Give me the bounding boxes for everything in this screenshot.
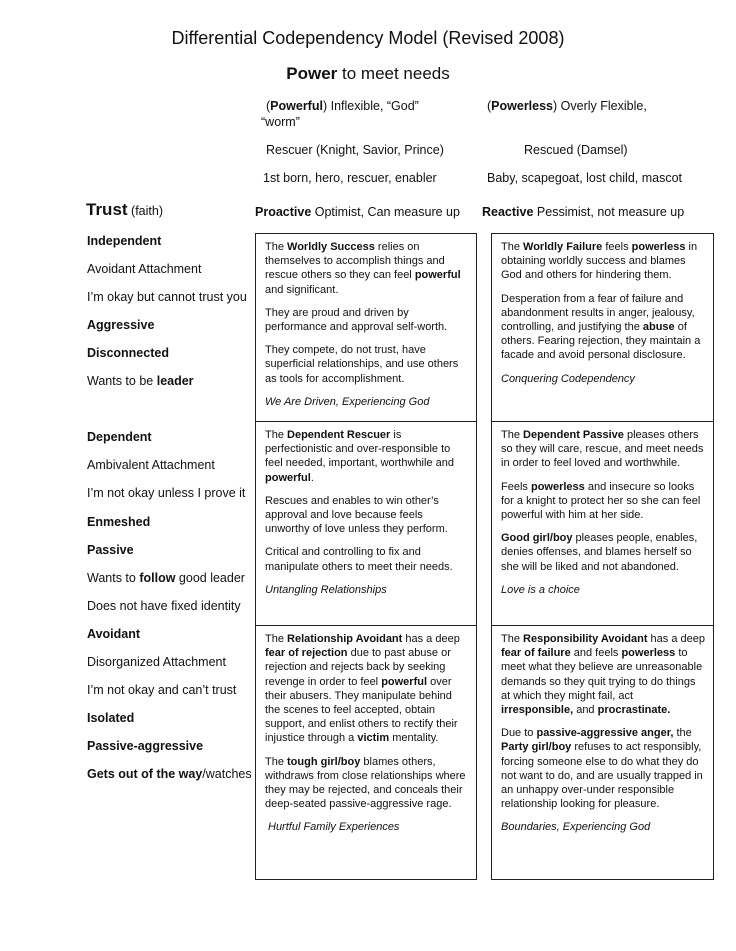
- text: feels: [602, 241, 632, 253]
- book-reference: Hurtful Family Experiences: [268, 821, 400, 834]
- term: abuse: [642, 321, 675, 334]
- cell-paragraph: [501, 292, 705, 363]
- powerful-text: Inflexible, “God”: [327, 99, 419, 113]
- page-subtitle: [0, 64, 736, 84]
- trait-passive: Passive: [87, 543, 134, 557]
- cell-worldly-failure: [492, 234, 713, 420]
- book-reference: We Are Driven, Experiencing God: [265, 395, 430, 408]
- trust-sub: (faith): [131, 204, 163, 218]
- term: fear of rejection: [265, 647, 348, 660]
- term: powerful: [414, 269, 461, 282]
- trait-follow-word: follow: [139, 571, 176, 585]
- trait-gets-out-bold: Gets out of the way: [87, 767, 203, 781]
- text: The: [265, 755, 288, 768]
- text: is perfectionistic and over-responsible to feel needed, important, worthwhile and: [265, 429, 454, 470]
- trait-disorganized-attachment: Disorganized Attachment: [87, 655, 226, 669]
- text: and significant.: [265, 283, 339, 296]
- text: and: [573, 704, 598, 717]
- term: tough girl/boy: [287, 755, 361, 768]
- term: Party girl/boy: [501, 741, 572, 754]
- cell-dependent-rescuer: [256, 422, 476, 624]
- text: pleases others so they will care, rescue, and meet needs in order to feel loved and worthwhile.: [501, 429, 704, 470]
- trait-isolated: Isolated: [87, 711, 135, 725]
- powerless-header: (Powerless) Overly Flexible,: [487, 99, 647, 113]
- trait-no-fixed-identity: Does not have fixed identity: [87, 599, 241, 613]
- book-reference: Love is a choice: [501, 583, 580, 596]
- text: refuses to act responsibly, forcing someone else to do what they do not want to do, and are usually trapped in an unhappy over-under responsible relationship looking for pleasure.: [501, 741, 703, 811]
- powerless-label: Powerless: [491, 99, 554, 113]
- text: has a deep: [647, 633, 705, 645]
- text: due to past abuse or rejection and rejects back by seeking revenge in order to feel: [265, 647, 451, 688]
- text: relies on themselves to accomplish things and rescue others so they can feel: [265, 241, 445, 282]
- trait-wants-to-lead: [87, 374, 194, 388]
- term: Dependent Rescuer: [287, 429, 391, 441]
- term: procrastinate.: [597, 704, 671, 717]
- term: powerless: [621, 647, 676, 660]
- trait-disconnected: Disconnected: [87, 346, 169, 360]
- powerless-birth-order: Baby, scapegoat, lost child, mascot: [487, 171, 683, 185]
- term: fear of failure: [501, 647, 571, 660]
- text: The: [265, 633, 288, 645]
- reactive-header: [482, 205, 684, 219]
- cell-paragraph: [501, 480, 705, 523]
- term: Worldly Failure: [523, 241, 603, 253]
- trait-passive-aggressive: Passive-aggressive: [87, 739, 204, 753]
- powerless-text: Overly Flexible,: [557, 99, 647, 113]
- cell-worldly-success: [256, 234, 476, 420]
- text: over their abusers. They manipulate behind the scenes to feel accepted, obtain support, and enlist others to rectify their injustice through a: [265, 675, 458, 745]
- text: to meet what they believe are unreasonable demands so they quit trying to do things at which they might fail, act: [501, 647, 703, 702]
- term: Dependent Passive: [523, 429, 624, 441]
- page-title: Differential Codependency Model (Revised 2008): [171, 28, 565, 48]
- trust-heading: [86, 200, 163, 220]
- cell-relationship-avoidant: [256, 626, 476, 879]
- cell-paragraph: Critical and controlling to fix and manipulate others to meet their needs.: [265, 546, 453, 573]
- book-reference: Untangling Relationships: [265, 583, 387, 596]
- subtitle-rest: to meet needs: [337, 64, 450, 83]
- trait-independent: Independent: [87, 234, 162, 248]
- term: victim: [357, 732, 390, 745]
- trait-dependent: Dependent: [87, 430, 152, 444]
- trust-label: Trust: [86, 200, 128, 219]
- cell-paragraph: [501, 632, 705, 717]
- text: The: [265, 429, 288, 441]
- text: the: [673, 727, 692, 740]
- trait-avoidant-attachment: Avoidant Attachment: [87, 262, 202, 276]
- text: of others. Fearing rejection, they maintain a facade and avoid personal disclosure.: [501, 321, 701, 362]
- powerful-line2: “worm”: [261, 115, 300, 129]
- text: in obtaining worldly success and blames God and others for hindering them.: [501, 241, 698, 282]
- trait-enmeshed: Enmeshed: [87, 515, 151, 529]
- book-reference: Conquering Codependency: [501, 372, 635, 385]
- trait-wants-to-follow: [87, 571, 245, 585]
- proactive-text: Optimist, Can measure up: [311, 205, 460, 219]
- trait-okay-no-trust: I’m okay but cannot trust you: [87, 290, 247, 304]
- term: irresponsible,: [501, 704, 574, 717]
- trait-follow-pre: Wants to: [87, 571, 140, 585]
- term: powerful: [381, 675, 428, 688]
- term: powerless: [631, 241, 686, 253]
- cell-paragraph: [501, 726, 705, 811]
- term: Good girl/boy: [501, 532, 573, 545]
- cell-paragraph: They compete, do not trust, have superficial relationships, and use others as tools for accomplishment.: [265, 344, 459, 385]
- cell-paragraph: They are proud and driven by performance and approval self-worth.: [265, 306, 448, 334]
- term: Responsibility Avoidant: [523, 633, 648, 645]
- term: Relationship Avoidant: [287, 633, 403, 645]
- text: Due to: [501, 727, 537, 740]
- cell-paragraph: [265, 428, 468, 485]
- trait-gets-out-of-way: [87, 767, 252, 781]
- term: Worldly Success: [287, 241, 375, 253]
- term: powerless: [530, 480, 585, 493]
- trait-ambivalent-attachment: Ambivalent Attachment: [87, 458, 215, 472]
- term: powerful: [265, 471, 311, 484]
- text: Desperation from a fear of failure and abandonment results in anger, jealousy, controlling, and justifying the: [501, 292, 695, 334]
- trait-avoidant: Avoidant: [87, 627, 141, 641]
- text: The: [501, 429, 524, 441]
- text: The: [501, 633, 524, 645]
- proactive-header: [255, 205, 460, 219]
- cell-paragraph: [501, 531, 705, 574]
- powerless-role: Rescued (Damsel): [524, 143, 628, 157]
- trait-wants-to-lead-text: Wants to be: [87, 374, 157, 388]
- trait-aggressive: Aggressive: [87, 318, 155, 332]
- cell-paragraph: [265, 632, 468, 746]
- trait-not-okay-prove: I’m not okay unless I prove it: [87, 486, 246, 500]
- powerful-role: Rescuer (Knight, Savior, Prince): [266, 143, 444, 157]
- powerful-label: Powerful: [270, 99, 323, 113]
- text: blames others, withdraws from close relationships where they may be rejected, and conceals their deep-seated passive-aggressive rage.: [265, 755, 466, 811]
- cell-paragraph: Rescues and enables to win other’s approval and love because feels unworthy of love unless they perform.: [265, 494, 448, 536]
- text: Feels: [501, 480, 531, 493]
- text: has a deep: [402, 633, 460, 645]
- cell-paragraph: [501, 428, 705, 471]
- trait-watches: /watches: [202, 767, 252, 781]
- powerful-header: (Powerful) Inflexible, “God” “worm”: [261, 98, 461, 130]
- subtitle-bold: Power: [286, 64, 338, 83]
- text: and insecure so looks for a knight to protect her so she can feel powerful with him at her side.: [501, 480, 701, 522]
- book-reference: Boundaries, Experiencing God: [501, 821, 651, 834]
- powerful-birth-order: 1st born, hero, rescuer, enabler: [263, 171, 437, 185]
- cell-responsibility-avoidant: [492, 626, 713, 879]
- trait-follow-post: good leader: [175, 571, 245, 585]
- trait-not-okay-cant-trust: I’m not okay and can’t trust: [87, 683, 237, 697]
- text: The: [265, 241, 288, 253]
- term: passive-aggressive anger,: [536, 727, 674, 740]
- text: pleases people, enables, denies offenses, and blames herself so she will be liked and not abandoned.: [501, 532, 698, 573]
- proactive-label: Proactive: [255, 205, 312, 219]
- cell-paragraph: [265, 755, 468, 812]
- text: and feels: [570, 647, 622, 660]
- cell-paragraph: [501, 240, 705, 283]
- text: .: [310, 471, 314, 484]
- reactive-label: Reactive: [482, 205, 534, 219]
- text: mentality.: [389, 732, 439, 745]
- trait-leader-word: leader: [156, 374, 194, 388]
- cell-paragraph: [265, 240, 468, 297]
- cell-dependent-passive: [492, 422, 713, 624]
- text: The: [501, 241, 524, 253]
- reactive-text: Pessimist, not measure up: [533, 205, 685, 219]
